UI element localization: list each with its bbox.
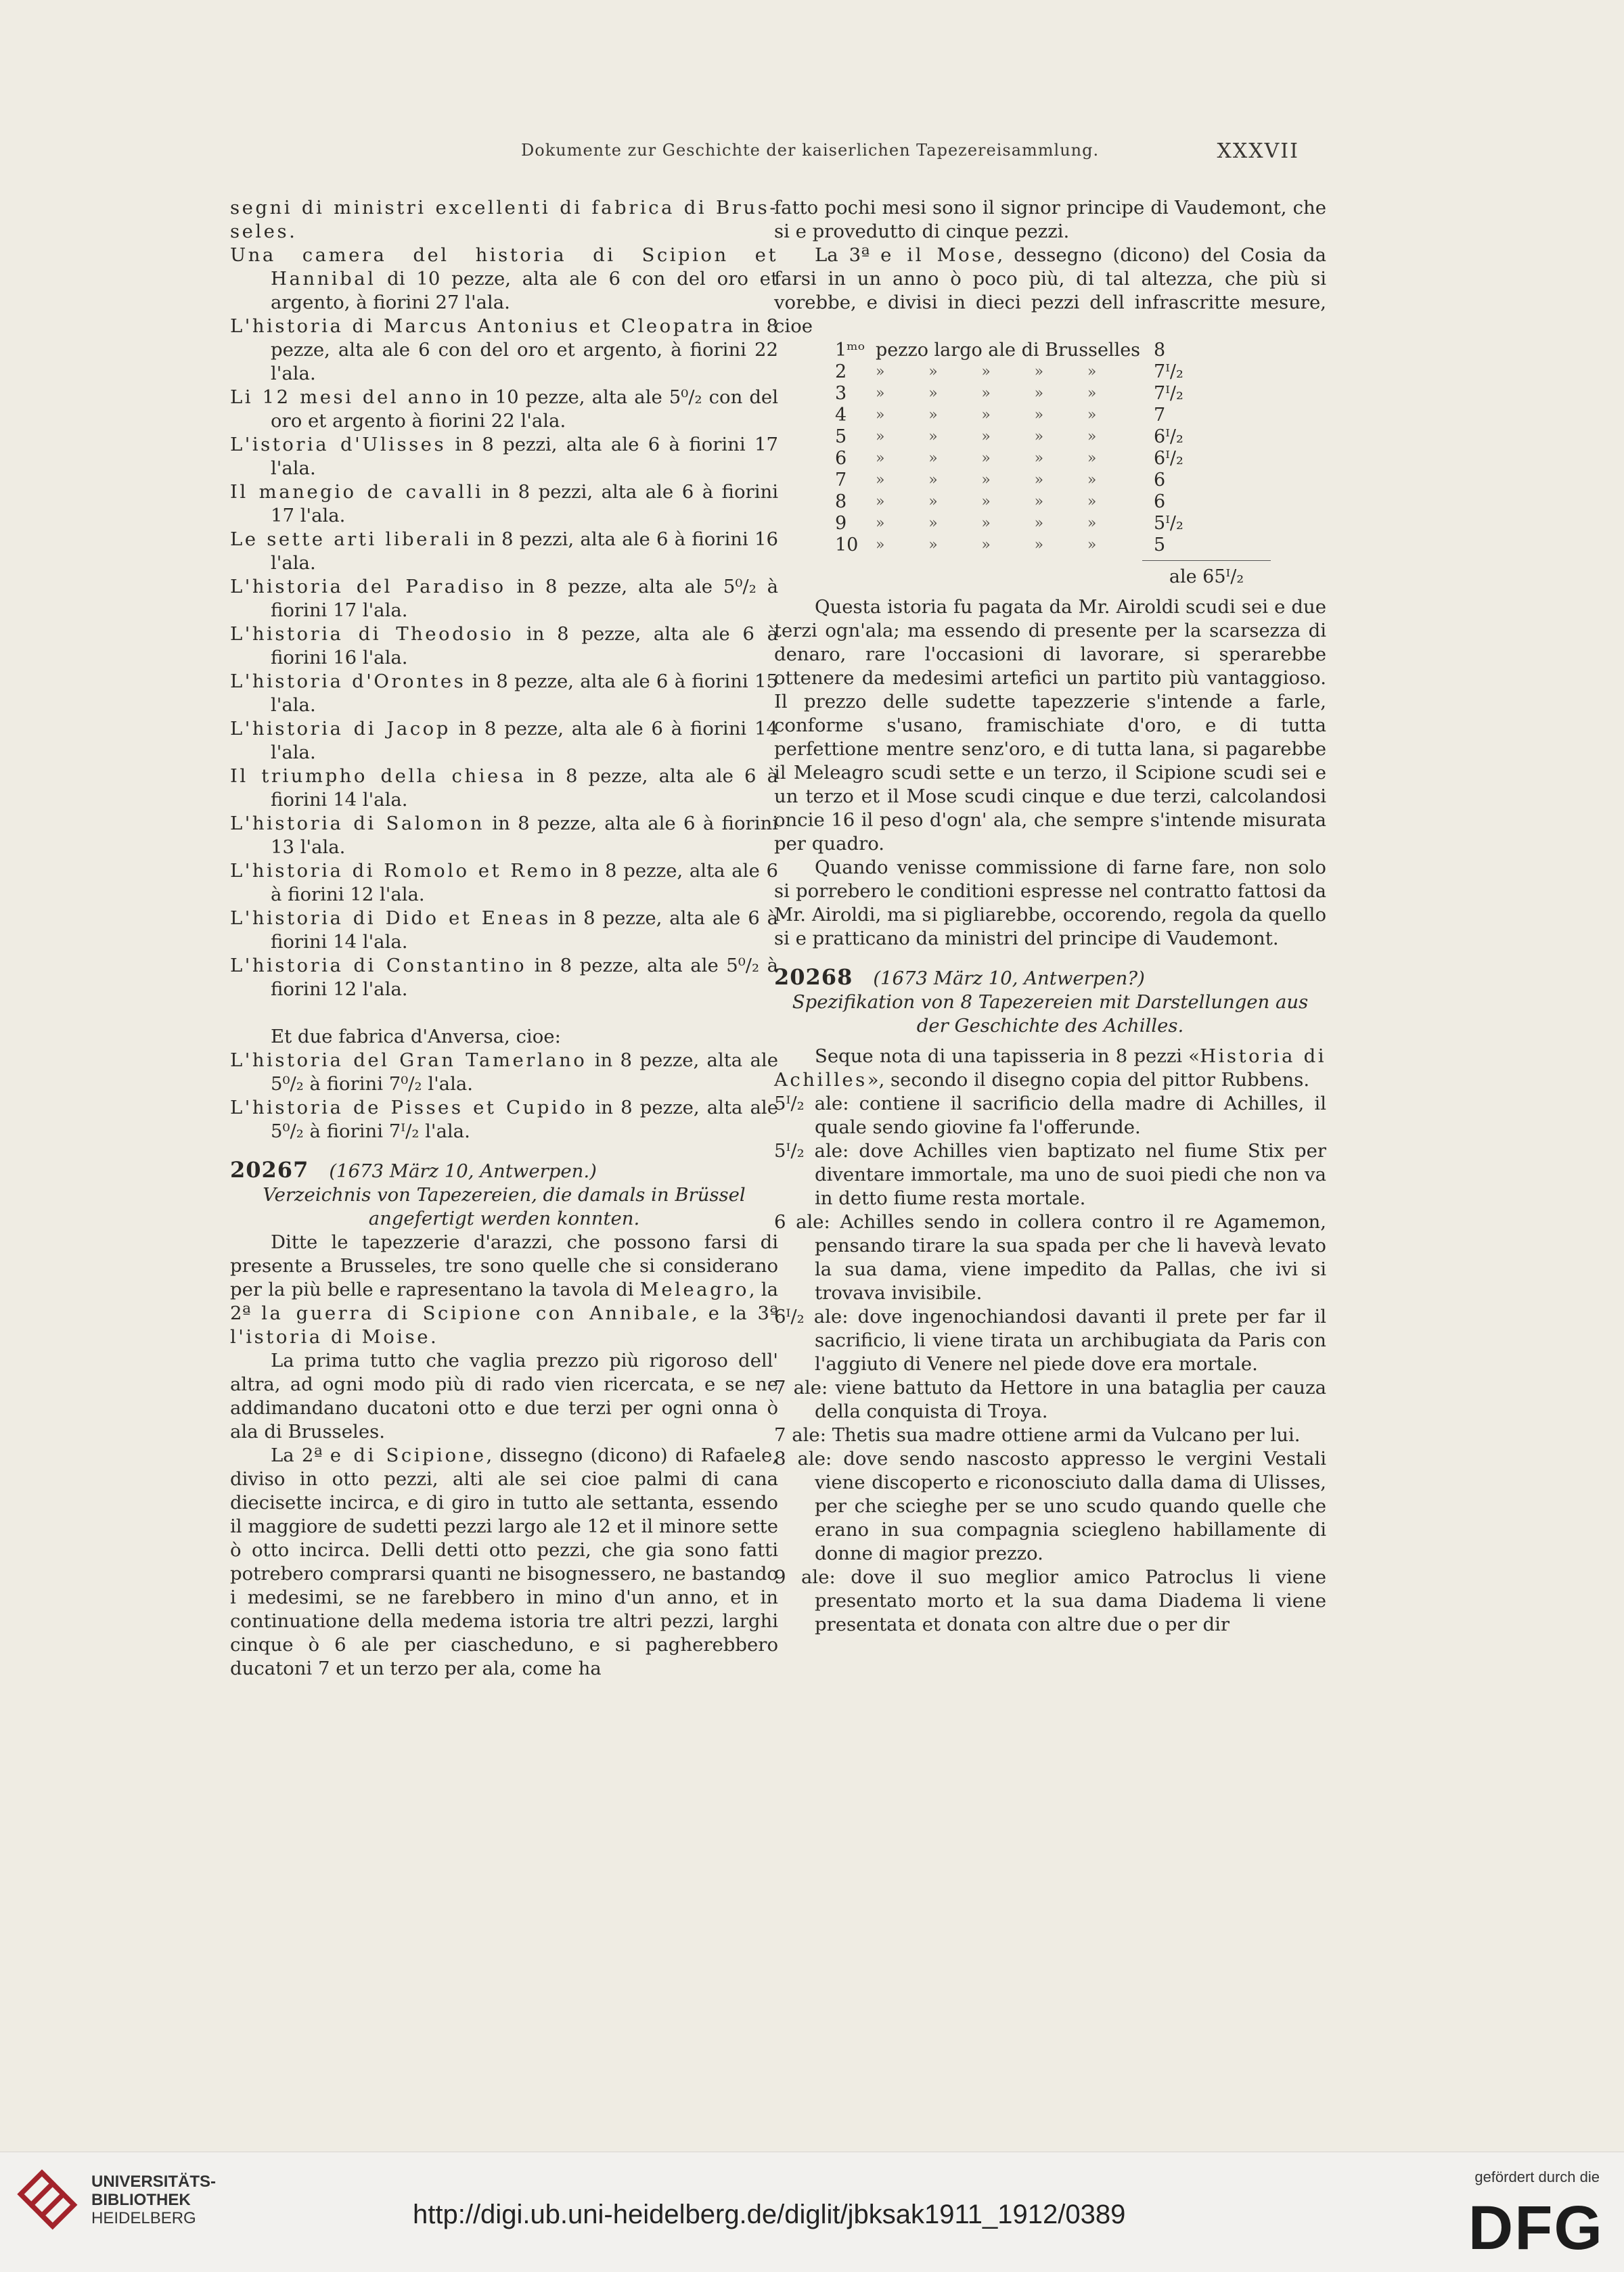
paragraph: Quando venisse commissione di farne fare, non solo si porrebero le conditioni espresse nel contratto fattosi da Mr. Airoldi, ma si pigliarebbe, occorendo, regola da quello si e pratticano da ministri del principe di Vaudemont. [774, 857, 1326, 949]
list-item: 7 ale: Thetis sua madre ottiene armi da Vulcano per lui. [774, 1424, 1301, 1446]
paragraph: Seque nota di una tapisseria in 8 pezzi «Historia di Achilles», secondo il disegno copia del pittor Rubbens. [774, 1045, 1326, 1091]
achilles-list [774, 1092, 1326, 1637]
entry-heading [230, 1158, 778, 1183]
list-item: L'historia di Theodosio in 8 pezze, alta ale 6 à fiorini 16 l'ala. [230, 623, 778, 668]
table-row: 9 » » » » » 5ᴵ/₂ [835, 513, 1183, 534]
table-row: 10 » » » » » 5 [835, 535, 1166, 555]
list-item: L'historia de Pisses et Cupido in 8 pezze, alta ale 5⁰/₂ à fiorini 7ᴵ/₂ l'ala. [230, 1097, 779, 1142]
paragraph: La 2ª e di Scipione, dissegno (dicono) di Rafaele, diviso in otto pezzi, alti ale sei cioe palmi di cana diecisette incirca, e di giro in tutto ale settanta, essendo il maggiore de sudetti pezzi largo ale 12 et il minore sette ò otto incirca. Delli detti otto pezzi, che gia sono fatti potrebero comprarsi quanti ne bisognessero, ne bastando i medesimi, se ne farebbero in mino d'un anno, et in continuatione della medema istoria tre altri pezzi, larghi cinque ò 6 ale per ciascheduno, e si pagherebbero ducatoni 7 et un terzo per ala, come ha [230, 1445, 778, 1679]
list-item: 7 ale: viene battuto da Hettore in una bataglia per cauza della conquista di Troya. [774, 1377, 1326, 1422]
anversa-intro: Et due fabrica d'Anversa, cioe: [271, 1026, 561, 1047]
table-row: 4 » » » » » 7 [835, 405, 1166, 426]
measurements-total: ale 65ᴵ/₂ [1142, 560, 1271, 589]
table-row: 5 » » » » » 6ᴵ/₂ [835, 426, 1183, 447]
running-title: Dokumente zur Geschichte der kaiserlichen Tapezereisammlung. [521, 141, 1100, 160]
university-library-logo-icon [14, 2166, 85, 2237]
book-page [203, 129, 1327, 1908]
list-item: L'historia del Gran Tamerlano in 8 pezze, alta ale 5⁰/₂ à fiorini 7⁰/₂ l'ala. [230, 1049, 778, 1095]
text-line: segni di ministri excellenti di fabrica di Brus- [230, 197, 778, 219]
entry-date: (1673 März 10, Antwerpen?) [873, 968, 1145, 989]
list-item: L'historia di Dido et Eneas in 8 pezze, alta ale 6 à fiorini 14 l'ala. [230, 907, 778, 953]
list-item: L'historia di Constantino in 8 pezze, alta ale 5⁰/₂ à fiorini 12 l'ala. [230, 955, 778, 1000]
right-column [774, 196, 1326, 1637]
list-item: L'historia di Salomon in 8 pezze, alta ale 6 à fiorini 13 l'ala. [230, 813, 778, 858]
table-row: 2 » » » » » 7ᴵ/₂ [835, 361, 1183, 382]
digitization-footer [0, 2152, 1624, 2272]
paragraph: Ditte le tapezzerie d'arazzi, che possono farsi di presente a Brusseles, tre sono quelle che si considerano per la più belle e rapresentano la tavola di Meleagro, la 2ª la guerra di Scipione con Annibale, e la 3ª l'istoria di Moise. [230, 1231, 778, 1348]
paragraph: Questa istoria fu pagata da Mr. Airoldi scudi sei e due terzi ogn'ala; ma essendo di presente per la scarsezza di denaro, rare l'occasioni di lavorare, si sperarebbe ottenere da medesimi artefici un partito più vantaggioso. Il prezzo delle sudette tapezzerie s'intende a farle, conforme s'usano, framischiate d'oro, e di tutta perfettione mentre senz'oro, e di tutta lana, si pagarebbe il Meleagro scudi sette e un terzo, il Scipione scudi sei e un terzo et il Mose scudi cinque e due terzi, calcolandosi oncie 16 il peso d'ogn' ala, che sempre s'intende misurata per quadro. [774, 596, 1326, 855]
entry-heading [774, 965, 1326, 991]
paragraph: La prima tutto che vaglia prezzo più rigoroso dell' altra, ad ogni modo più di rado vien ricercata, e se ne addimandano ducatoni otto e due terzi per ogni onna ò ala di Brusseles. [230, 1350, 778, 1442]
list-item: L'historia di Jacop in 8 pezze, alta ale 6 à fiorini 14 l'ala. [230, 718, 778, 763]
permalink-url[interactable]: http://digi.ub.uni-heidelberg.de/diglit/jbksak1911_1912/0389 [413, 2200, 1126, 2229]
table-row: 3 » » » » » 7ᴵ/₂ [835, 383, 1183, 404]
left-column [230, 196, 778, 1681]
entry-number: 20268 [774, 964, 853, 990]
list-item: L'historia d'Orontes in 8 pezze, alta ale 6 à fiorini 15 l'ala. [230, 671, 778, 716]
funder-label: gefördert durch die [1474, 2168, 1600, 2185]
table-row: 8 » » » » » 6 [835, 491, 1166, 512]
table-row: 6 » » » » » 6ᴵ/₂ [835, 448, 1183, 469]
entry-title: Verzeichnis von Tapezereien, die damals in Brüssel angefertigt werden konnten. [263, 1184, 746, 1229]
library-name: UNIVERSITÄTS- BIBLIOTHEK HEIDELBERG [91, 2173, 217, 2227]
measurements-table [835, 340, 1201, 556]
table-row: 1ᵐᵒ pezzo largo ale di Brusselles 8 [835, 340, 1166, 361]
list-item: 5ᴵ/₂ ale: contiene il sacrificio della madre di Achilles, il quale sendo giovine fa l'offerunde. [774, 1093, 1326, 1138]
list-item: L'historia di Romolo et Remo in 8 pezze, alta ale 6 à fiorini 12 l'ala. [230, 860, 779, 905]
list-item: Il triumpho della chiesa in 8 pezze, alta ale 6 à fiorini 14 l'ala. [230, 765, 778, 811]
entry-date: (1673 März 10, Antwerpen.) [329, 1160, 597, 1182]
paragraph: fatto pochi mesi sono il signor principe di Vaudemont, che si e provedutto di cinque pezzi. [774, 197, 1326, 242]
entry-title: Spezifikation von 8 Tapezereien mit Darstellungen aus der Geschichte des Achilles. [792, 991, 1309, 1037]
list-item: 6 ale: Achilles sendo in collera contro il re Agamemon, pensando tirare la sua spada per che li havevà levato la sua dama, viene impedito da Pallas, che ivi si trovava invisibile. [774, 1211, 1326, 1304]
list-item: 8 ale: dove sendo nascosto appresso le vergini Vestali viene discoperto e riconosciuto dalla dama di Ulisses, per che scieghe per se uno scudo quando quelle che erano in sua compagnia sciegleno habillamente di donne di magior prezzo. [774, 1448, 1326, 1564]
list-item: L'istoria d'Ulisses in 8 pezzi, alta ale 6 à fiorini 17 l'ala. [230, 434, 778, 479]
dfg-logo: DFG [1468, 2194, 1604, 2263]
list-item: 6ᴵ/₂ ale: dove ingenochiandosi davanti il prete per far il sacrificio, li viene tirata un archibugiata da Paris con l'aggiuto di Venere nel piede dove era mortale. [774, 1306, 1326, 1375]
list-item: 9 ale: dove il suo meglior amico Patroclus li viene presentato morto et la sua dama Diadema li viene presentata et donata con altre due o per dir [774, 1566, 1326, 1635]
entry-number: 20267 [230, 1157, 309, 1183]
table-row: 7 » » » » » 6 [835, 470, 1166, 491]
paragraph: La 3ª e il Mose, dessegno (dicono) del Cosia da farsi in un anno ò poco più, di tal altezza, che più si vorebbe, e divisi in dieci pezzi dell infrascritte mesure, cioe [774, 244, 1327, 337]
list-item: L'historia del Paradiso in 8 pezze, alta ale 5⁰/₂ à fiorini 17 l'ala. [230, 576, 779, 621]
list-item: Le sette arti liberali in 8 pezzi, alta ale 6 à fiorini 16 l'ala. [230, 528, 778, 574]
tapestry-list [230, 244, 778, 1001]
page-number: XXXVII [1217, 139, 1299, 163]
list-item: 5ᴵ/₂ ale: dove Achilles vien baptizato nel fiume Stix per diventare immortale, ma uno de suoi piedi che non va in detto fiume resta mortale. [774, 1140, 1326, 1209]
list-item: Li 12 mesi del anno in 10 pezze, alta ale 5⁰/₂ con del oro et argento à fiorini 22 l'ala. [230, 386, 778, 432]
text-line: seles. [230, 221, 298, 242]
list-item: Una camera del historia di Scipion et Hannibal di 10 pezze, alta ale 6 con del oro et argento, à fiorini 27 l'ala. [230, 244, 778, 313]
list-item: L'historia di Marcus Antonius et Cleopatra in 8 pezze, alta ale 6 con del oro et argento, à fiorini 22 l'ala. [230, 315, 778, 384]
list-item: Il manegio de cavalli in 8 pezzi, alta ale 6 à fiorini 17 l'ala. [230, 481, 778, 526]
running-head [203, 141, 1320, 168]
